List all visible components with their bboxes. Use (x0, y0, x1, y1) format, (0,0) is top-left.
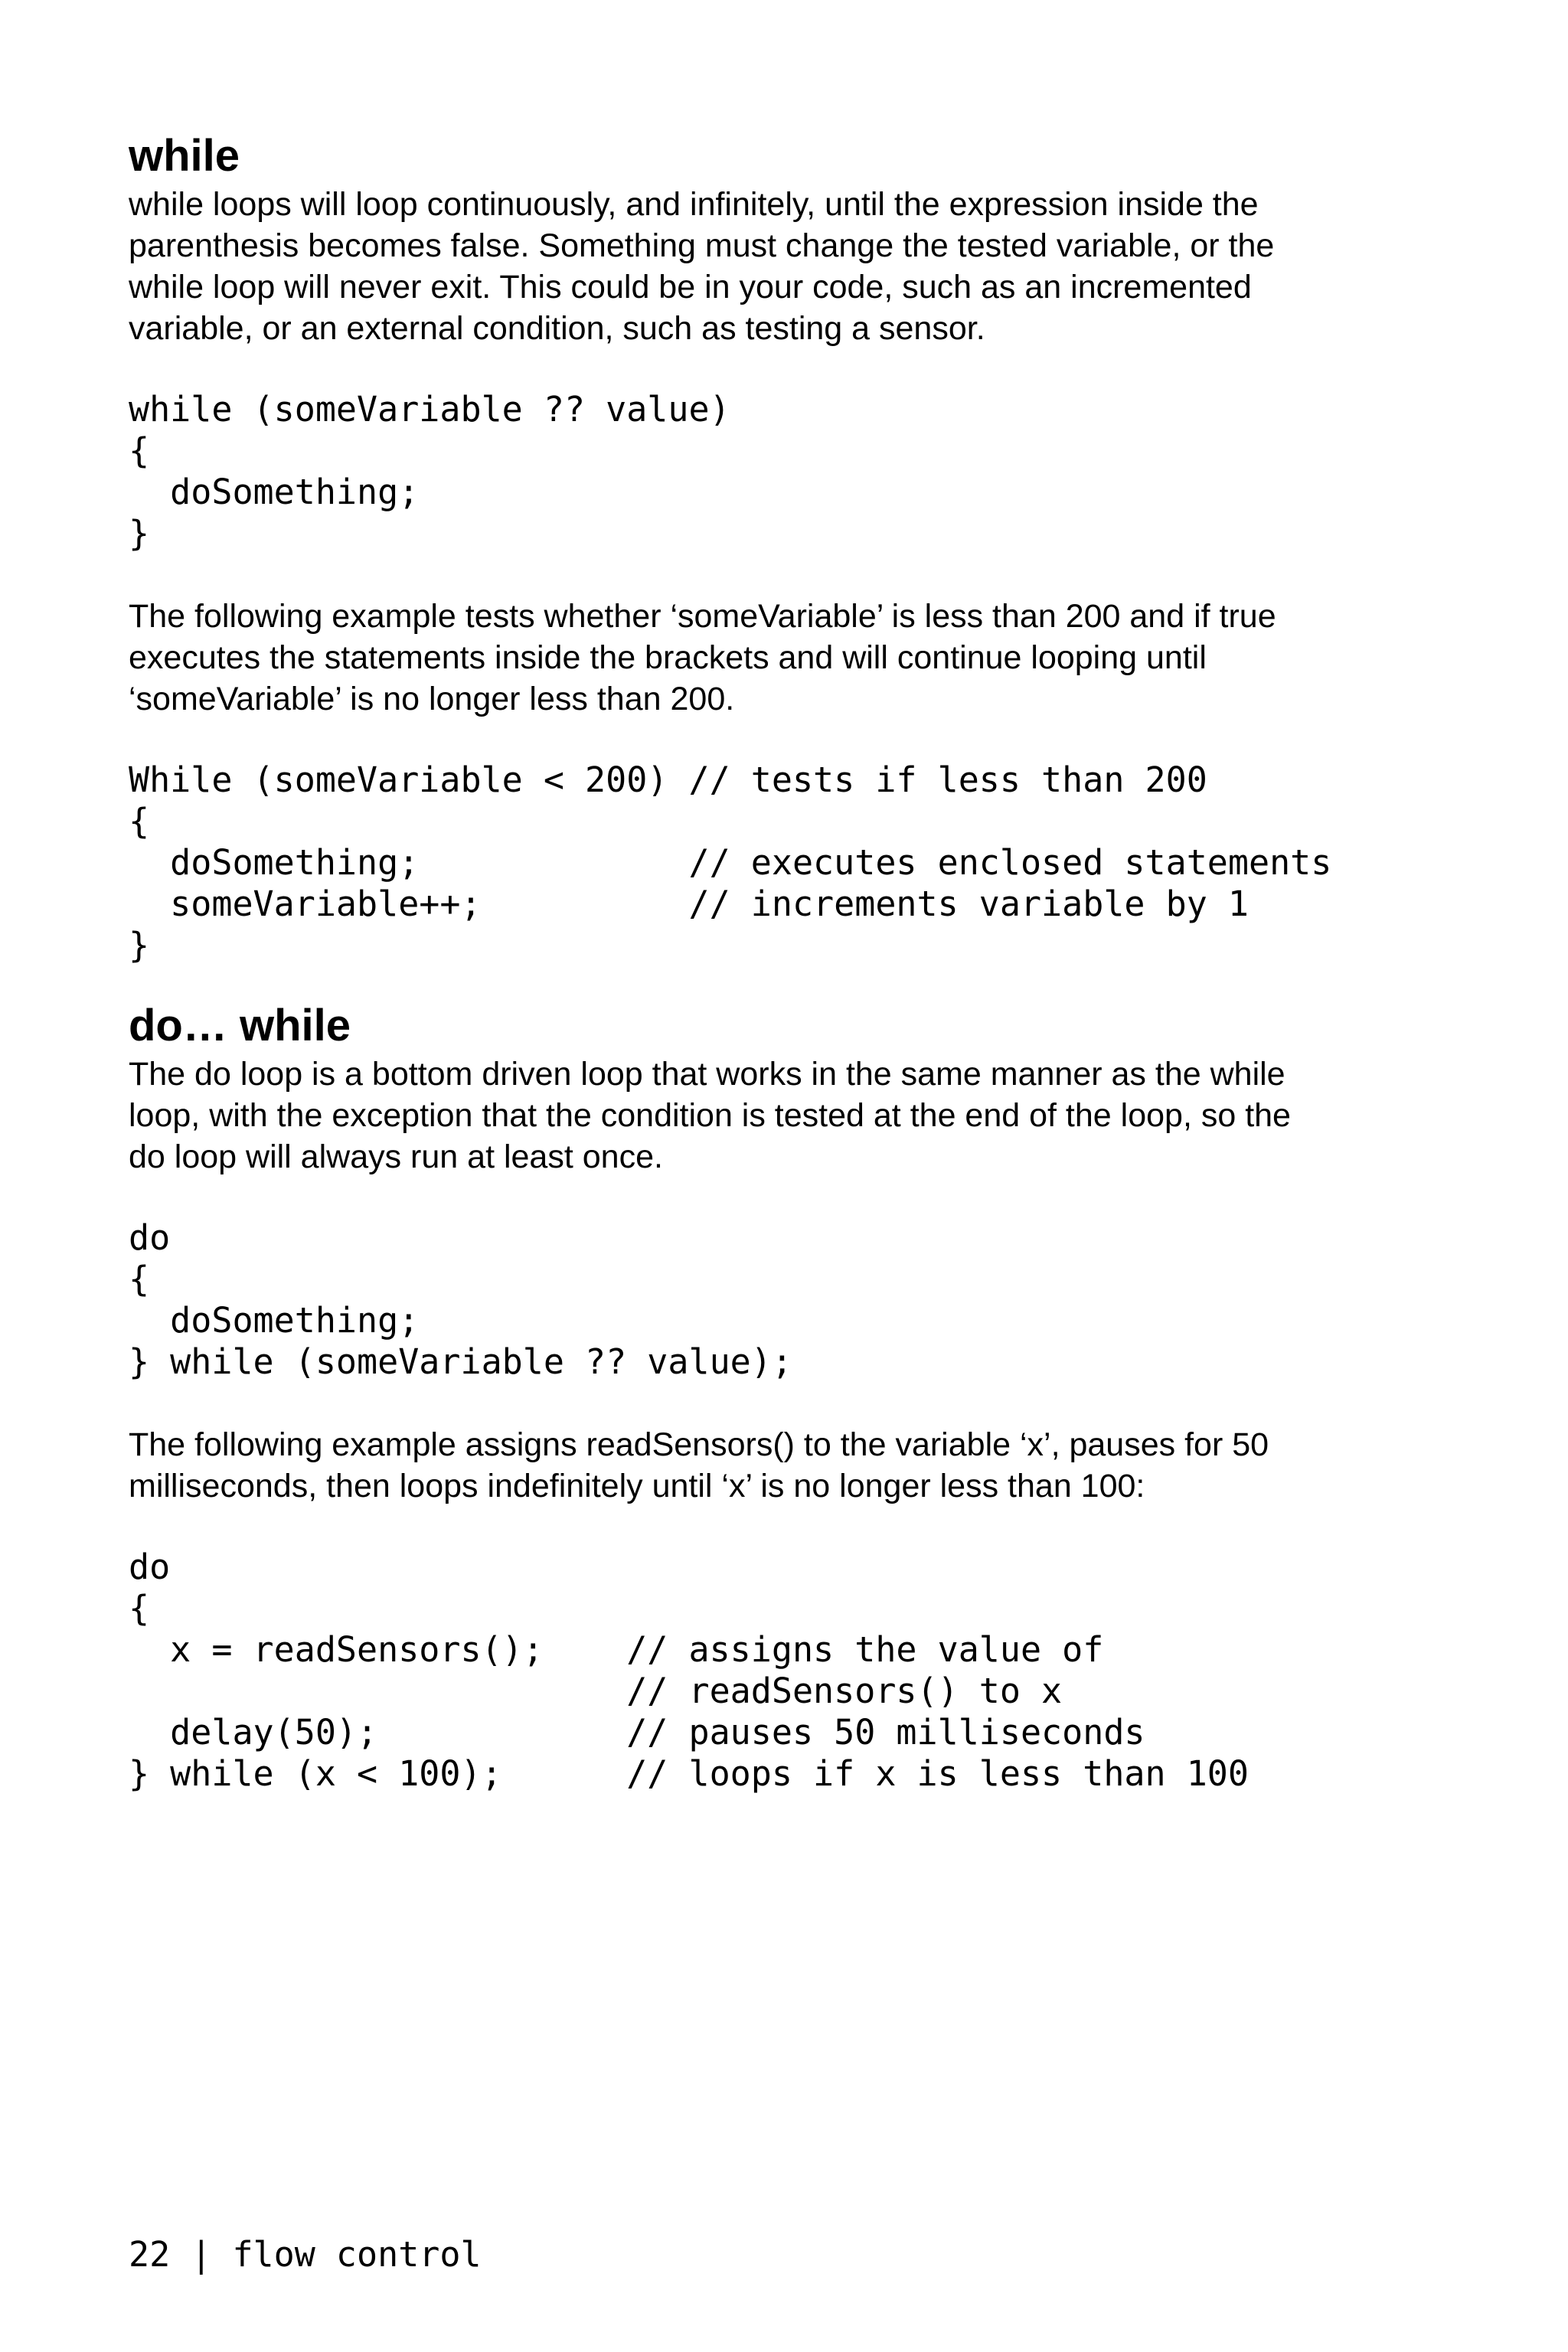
syntax-code-block: do { doSomething; } while (someVariable ?? value); (129, 1217, 792, 1382)
do-while-section (129, 998, 1430, 1795)
syntax-code-block: while (someVariable ?? value) { doSomething; } (129, 389, 730, 554)
page-content (129, 129, 1430, 1795)
example-code-block: do { x = readSensors(); // assigns the value of // readSensors() to x delay(50); // pauses 50 milliseconds } while (x < 100); // loops if x is less than 100 (129, 1547, 1249, 1794)
example-code-block: While (someVariable < 200) // tests if less than 200 { doSomething; // executes enclosed statements someVariable++; // increments variable by 1 } (129, 760, 1332, 965)
section-intro: while loops will loop continuously, and infinitely, until the expression inside the parenthesis becomes false. Something must change the tested variable, or the while loop will never exit. This could be in your code, such as an incremented variable, or an external condition, such as testing a sensor. (129, 186, 1275, 347)
example-description: The following example assigns readSensors() to the variable ‘x’, pauses for 50 milliseconds, then loops indefinitely until ‘x’ is no longer less than 100: (129, 1426, 1269, 1504)
section-intro: The do loop is a bottom driven loop that works in the same manner as the while loop, with the exception that the condition is tested at the end of the loop, so the do loop will always run at least once. (129, 1056, 1291, 1175)
example-description: The following example tests whether ‘someVariable’ is less than 200 and if true executes the statements inside the brackets and will continue looping until ‘someVariable’ is no longer less than 200. (129, 598, 1276, 717)
page-footer: 22 | flow control (129, 2234, 482, 2275)
section-heading: while (129, 131, 240, 181)
while-section (129, 129, 1430, 966)
section-heading: do… while (129, 1001, 351, 1050)
